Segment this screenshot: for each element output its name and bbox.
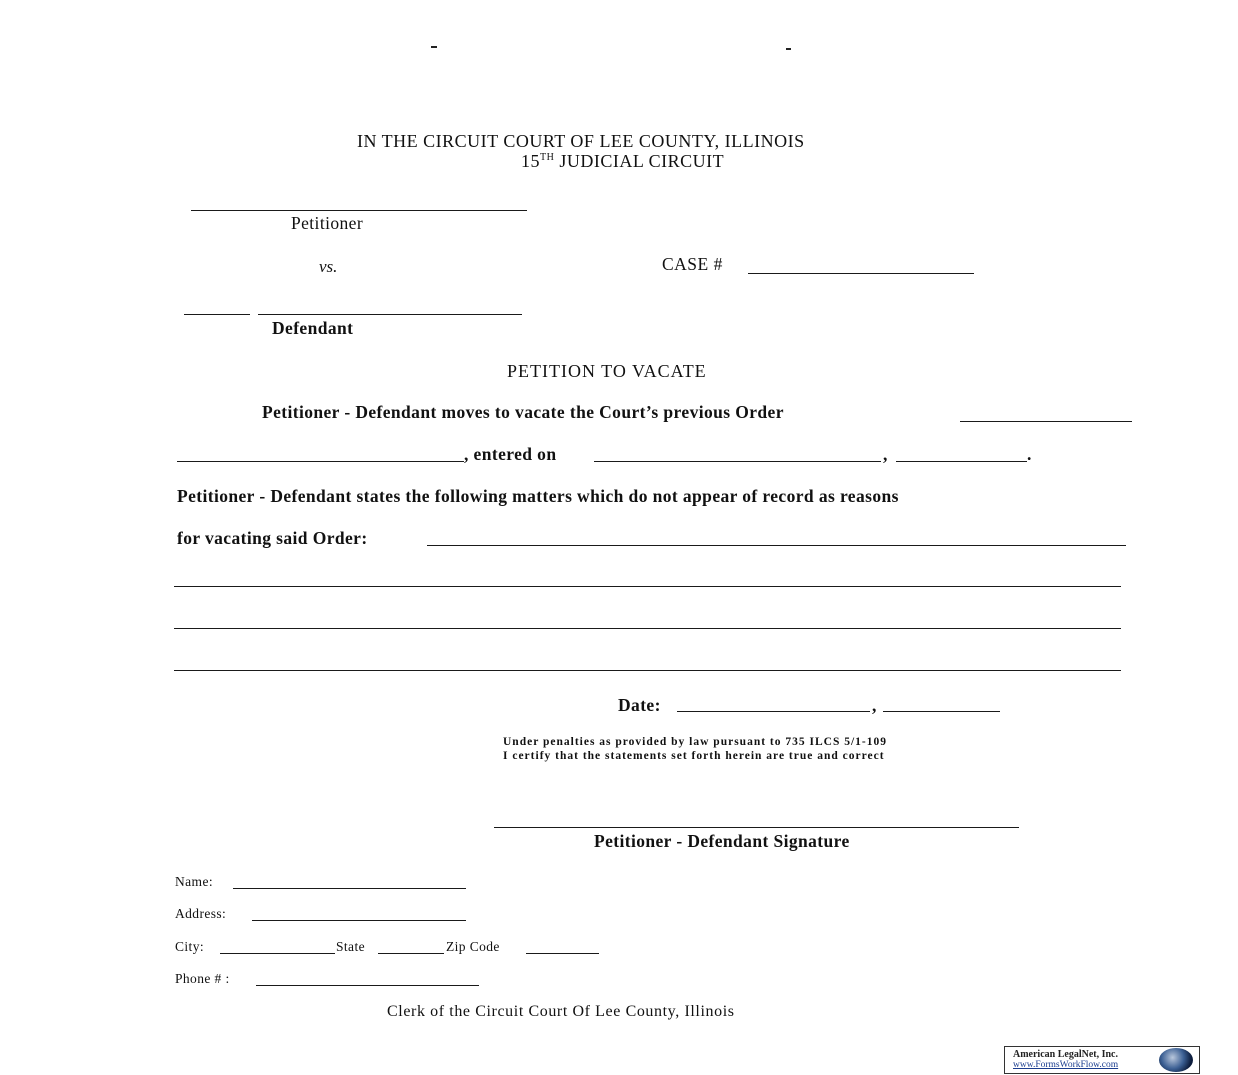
date-year-field[interactable] (883, 711, 1000, 712)
motion-statement: Petitioner - Defendant moves to vacate the Court’s previous Order (262, 402, 784, 422)
reasons-label: for vacating said Order: (177, 528, 368, 548)
address-field[interactable] (252, 920, 466, 921)
date-field-comma: , (872, 695, 877, 715)
certification-line-2: I certify that the statements set forth herein are true and correct (503, 750, 885, 762)
clerk-footer: Clerk of the Circuit Court Of Lee County, Illinois (387, 1003, 735, 1020)
name-label: Name: (175, 874, 213, 889)
defendant-label: Defendant (272, 318, 354, 338)
state-field[interactable] (378, 953, 444, 954)
defendant-name-line[interactable] (258, 314, 522, 315)
scan-mark (431, 46, 437, 48)
publisher-badge[interactable] (1004, 1046, 1200, 1074)
circuit-heading (521, 152, 724, 170)
circuit-label: JUDICIAL CIRCUIT (554, 151, 725, 171)
sentence-period: . (1027, 444, 1032, 464)
entered-on-date-field[interactable] (594, 461, 881, 462)
date-label: Date: (618, 695, 661, 715)
circuit-number: 15 (521, 151, 540, 171)
circuit-suffix: TH (540, 152, 555, 163)
previous-order-field-cont[interactable] (177, 461, 464, 462)
certification-line-1: Under penalties as provided by law pursuant to 735 ILCS 5/1-109 (503, 736, 887, 748)
case-number-label: CASE # (662, 254, 723, 274)
document-title: PETITION TO VACATE (507, 361, 707, 381)
city-label: City: (175, 939, 205, 954)
reasons-field-line-3[interactable] (174, 628, 1121, 629)
phone-label: Phone # : (175, 971, 230, 986)
scan-mark (786, 48, 791, 50)
publisher-link[interactable]: www.FormsWorkFlow.com (1013, 1060, 1119, 1070)
date-comma: , (883, 444, 888, 464)
name-field[interactable] (233, 888, 466, 889)
reasons-field-line-4[interactable] (174, 670, 1121, 671)
previous-order-field[interactable] (960, 421, 1132, 422)
versus-label: vs. (319, 257, 338, 276)
court-heading: IN THE CIRCUIT COURT OF LEE COUNTY, ILLINOIS (357, 131, 805, 151)
state-label: State (336, 939, 365, 954)
signature-label: Petitioner - Defendant Signature (594, 831, 850, 851)
defendant-name-line-short[interactable] (184, 314, 250, 315)
phone-field[interactable] (256, 985, 479, 986)
matters-statement: Petitioner - Defendant states the following matters which do not appear of record as reasons (177, 486, 899, 506)
city-field[interactable] (220, 953, 335, 954)
date-field[interactable] (677, 711, 870, 712)
entered-on-label: , entered on (464, 444, 557, 464)
address-label: Address: (175, 906, 227, 921)
zip-label: Zip Code (446, 939, 500, 954)
zip-field[interactable] (526, 953, 599, 954)
petitioner-label: Petitioner (291, 213, 364, 233)
publisher-name: American LegalNet, Inc. (1013, 1049, 1118, 1060)
globe-icon (1159, 1048, 1193, 1072)
reasons-field-line-2[interactable] (174, 586, 1121, 587)
petitioner-name-line[interactable] (191, 210, 527, 211)
reasons-field-line-1[interactable] (427, 545, 1126, 546)
signature-field[interactable] (494, 827, 1019, 828)
entered-on-year-field[interactable] (896, 461, 1027, 462)
case-number-field[interactable] (748, 273, 974, 274)
